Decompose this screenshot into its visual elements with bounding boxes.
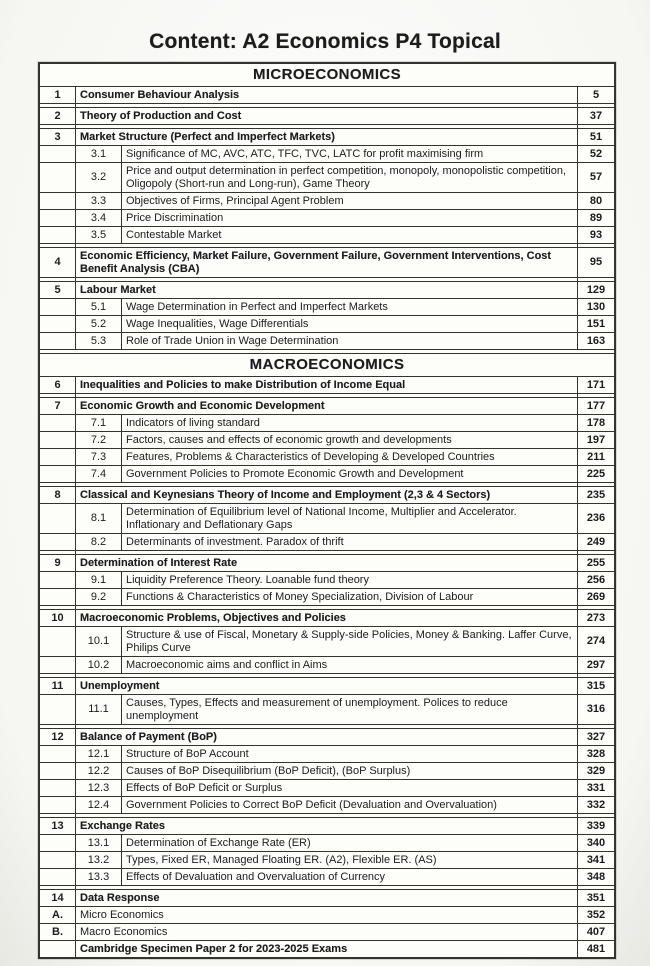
row-page: 273 [577,610,614,626]
toc-row [40,465,614,482]
toc-row [40,868,614,885]
row-title: Liquidity Preference Theory. Loanable fund theory [126,573,369,586]
spacer-row [40,550,614,554]
spacer-row [40,103,614,107]
row-subnumber: 13.2 [76,852,122,868]
spacer-row [40,673,614,677]
toc-row [40,533,614,550]
spacer-cell [577,483,614,486]
row-title: Micro Economics [80,908,164,921]
row-title: Causes, Types, Effects and measurement of unemployment. Polices to reduce unemployment [126,696,508,722]
spacer-cell [40,814,76,817]
row-page: 329 [577,763,614,779]
toc-row [40,762,614,779]
row-title: Price and output determination in perfect competition, monopoly, monopolistic competition, Oligopoly (Short-run and Long-run), Game Theory [126,164,567,190]
spacer-cell [76,394,577,397]
row-title: Structure & use of Fiscal, Monetary & Supply-side Policies, Money & Banking. Laffer Curve, Philips Curve [126,628,572,654]
row-number: 9 [40,555,76,571]
row-page: 93 [577,227,614,243]
toc-row [40,817,614,834]
row-page: 225 [577,466,614,482]
toc-row [40,571,614,588]
row-indent-cell [40,210,76,226]
toc-row [40,745,614,762]
row-number: A. [40,907,76,923]
toc-row [40,247,614,277]
row-number: 8 [40,487,76,503]
row-subnumber: 12.4 [76,797,122,813]
spacer-cell [40,725,76,728]
toc-row [40,448,614,465]
row-subnumber: 10.2 [76,657,122,673]
toc-row [40,503,614,533]
row-title: Labour Market [80,283,156,296]
row-page: 340 [577,835,614,851]
row-page: 255 [577,555,614,571]
row-number: B. [40,924,76,940]
row-indent-cell [40,835,76,851]
toc-row [40,226,614,243]
toc-row [40,486,614,503]
row-page: 163 [577,333,614,349]
row-page: 171 [577,377,614,393]
spacer-row [40,482,614,486]
row-page: 236 [577,504,614,533]
row-subnumber: 12.3 [76,780,122,796]
row-indent-cell [40,163,76,192]
spacer-row [40,277,614,281]
row-indent-cell [40,504,76,533]
toc-row [40,315,614,332]
row-page: 327 [577,729,614,745]
row-indent-cell [40,415,76,431]
toc-row [40,940,614,957]
row-subnumber: 8.1 [76,504,122,533]
row-page: 51 [577,129,614,145]
spacer-cell [76,104,577,107]
row-page: 177 [577,398,614,414]
row-page: 249 [577,534,614,550]
row-page: 351 [577,890,614,906]
row-title: Cambridge Specimen Paper 2 for 2023-2025 Exams [80,942,348,955]
row-page: 235 [577,487,614,503]
row-indent-cell [40,316,76,332]
row-indent-cell [40,466,76,482]
row-page: 80 [577,193,614,209]
toc-row [40,192,614,209]
row-page: 178 [577,415,614,431]
row-page: 348 [577,869,614,885]
row-page: 352 [577,907,614,923]
row-number: 2 [40,108,76,124]
row-title: Consumer Behaviour Analysis [80,88,240,101]
row-page: 269 [577,589,614,605]
row-indent-cell [40,780,76,796]
spacer-cell [577,278,614,281]
row-page: 316 [577,695,614,724]
section-header: MICROECONOMICS [252,66,402,83]
toc-row [40,86,614,103]
row-page: 37 [577,108,614,124]
row-subnumber: 13.1 [76,835,122,851]
row-page: 130 [577,299,614,315]
row-indent-cell [40,432,76,448]
spacer-cell [40,551,76,554]
row-indent-cell [40,869,76,885]
row-title: Wage Determination in Perfect and Imperfect Markets [126,300,388,313]
row-title: Objectives of Firms, Principal Agent Problem [126,194,344,207]
spacer-cell [76,551,577,554]
row-indent-cell [40,797,76,813]
row-indent-cell [40,449,76,465]
row-title: Inequalities and Policies to make Distribution of Income Equal [80,378,406,391]
spacer-cell [76,725,577,728]
row-indent-cell [40,763,76,779]
toc-row [40,376,614,393]
row-title: Macro Economics [80,925,168,938]
row-page: 332 [577,797,614,813]
spacer-cell [76,886,577,889]
row-title: Effects of BoP Deficit or Surplus [126,781,283,794]
row-indent-cell [40,695,76,724]
row-number [40,941,76,957]
toc-row [40,128,614,145]
row-title: Determination of Interest Rate [80,556,238,569]
row-title: Unemployment [80,679,160,692]
toc-row [40,779,614,796]
toc-row [40,298,614,315]
row-subnumber: 7.1 [76,415,122,431]
toc-row [40,851,614,868]
row-title: Price Discrimination [126,211,224,224]
spacer-row [40,813,614,817]
row-title: Market Structure (Perfect and Imperfect Markets) [80,130,335,143]
row-subnumber: 5.1 [76,299,122,315]
spacer-cell [40,104,76,107]
row-indent-cell [40,852,76,868]
row-page: 341 [577,852,614,868]
toc-row [40,281,614,298]
spacer-cell [577,725,614,728]
row-page: 197 [577,432,614,448]
toc-row [40,588,614,605]
row-page: 5 [577,87,614,103]
spacer-cell [577,125,614,128]
row-title: Functions & Characteristics of Money Specialization, Division of Labour [126,590,474,603]
spacer-row [40,724,614,728]
row-page: 211 [577,449,614,465]
toc-row [40,923,614,940]
spacer-cell [577,244,614,247]
toc-row [40,397,614,414]
row-subnumber: 7.2 [76,432,122,448]
spacer-cell [40,606,76,609]
row-subnumber: 5.2 [76,316,122,332]
row-page: 95 [577,248,614,277]
row-page: 129 [577,282,614,298]
spacer-row [40,605,614,609]
row-page: 481 [577,941,614,957]
row-number: 5 [40,282,76,298]
spacer-cell [577,394,614,397]
row-indent-cell [40,589,76,605]
row-indent-cell [40,146,76,162]
row-title: Macroeconomic aims and conflict in Aims [126,658,328,671]
row-title: Determination of Equilibrium level of National Income, Multiplier and Accelerator. Inflationary and Deflationary Gaps [126,505,517,531]
toc-row [40,145,614,162]
row-title: Significance of MC, AVC, ATC, TFC, TVC, LATC for profit maximising firm [126,147,484,160]
row-indent-cell [40,572,76,588]
row-title: Indicators of living standard [126,416,260,429]
spacer-cell [40,483,76,486]
row-number: 14 [40,890,76,906]
row-title: Wage Inequalities, Wage Differentials [126,317,309,330]
row-indent-cell [40,657,76,673]
row-indent-cell [40,534,76,550]
spacer-cell [76,278,577,281]
spacer-cell [40,125,76,128]
spacer-cell [577,674,614,677]
row-number: 4 [40,248,76,277]
row-indent-cell [40,746,76,762]
row-number: 10 [40,610,76,626]
row-title: Classical and Keynesians Theory of Income and Employment (2,3 & 4 Sectors) [80,488,491,501]
row-title: Economic Efficiency, Market Failure, Government Failure, Government Interventions, Cost Benefit Analysis (CBA) [80,249,552,275]
spacer-cell [40,244,76,247]
row-title: Government Policies to Promote Economic Growth and Development [126,467,464,480]
row-number: 6 [40,377,76,393]
spacer-cell [76,125,577,128]
spacer-cell [40,674,76,677]
section-header: MACROECONOMICS [40,353,614,376]
page-title: Content: A2 Economics P4 Topical [149,30,501,53]
toc-row [40,414,614,431]
toc-row [40,209,614,226]
spacer-cell [76,606,577,609]
row-title: Contestable Market [126,228,222,241]
row-page: 297 [577,657,614,673]
row-title: Balance of Payment (BoP) [80,730,217,743]
row-subnumber: 3.5 [76,227,122,243]
row-title: Types, Fixed ER, Managed Floating ER. (A2), Flexible ER. (AS) [126,853,437,866]
row-title: Causes of BoP Disequilibrium (BoP Deficit), (BoP Surplus) [126,764,411,777]
row-page: 331 [577,780,614,796]
spacer-row [40,124,614,128]
row-title: Theory of Production and Cost [80,109,242,122]
row-title: Features, Problems & Characteristics of Developing & Developed Countries [126,450,495,463]
toc-row [40,677,614,694]
row-page: 52 [577,146,614,162]
row-number: 7 [40,398,76,414]
row-page: 315 [577,678,614,694]
toc-row [40,834,614,851]
row-page: 274 [577,627,614,656]
row-subnumber: 3.1 [76,146,122,162]
toc-row [40,609,614,626]
row-number: 3 [40,129,76,145]
row-title: Role of Trade Union in Wage Determination [126,334,339,347]
row-page: 89 [577,210,614,226]
toc-row [40,554,614,571]
row-title: Determinants of investment. Paradox of thrift [126,535,344,548]
spacer-cell [40,278,76,281]
row-subnumber: 13.3 [76,869,122,885]
toc-row [40,162,614,192]
row-subnumber: 12.2 [76,763,122,779]
row-page: 407 [577,924,614,940]
spacer-cell [76,483,577,486]
row-subnumber: 12.1 [76,746,122,762]
spacer-row [40,393,614,397]
row-title: Government Policies to Correct BoP Deficit (Devaluation and Overvaluation) [126,798,497,811]
row-number: 12 [40,729,76,745]
spacer-cell [40,886,76,889]
spacer-cell [577,606,614,609]
toc-row [40,906,614,923]
toc-row [40,728,614,745]
row-page: 57 [577,163,614,192]
row-subnumber: 3.3 [76,193,122,209]
spacer-row [40,885,614,889]
row-number: 1 [40,87,76,103]
row-indent-cell [40,627,76,656]
spacer-cell [76,674,577,677]
row-page: 151 [577,316,614,332]
row-subnumber: 5.3 [76,333,122,349]
row-indent-cell [40,227,76,243]
spacer-row [40,243,614,247]
row-title: Factors, causes and effects of economic growth and developments [126,433,452,446]
row-page: 256 [577,572,614,588]
toc-row [40,656,614,673]
row-title: Determination of Exchange Rate (ER) [126,836,311,849]
row-title: Effects of Devaluation and Overvaluation of Currency [126,870,386,883]
toc-row [40,626,614,656]
toc-row [40,796,614,813]
row-subnumber: 9.1 [76,572,122,588]
row-subnumber: 3.4 [76,210,122,226]
spacer-cell [577,551,614,554]
toc-row [40,332,614,349]
toc-row [40,431,614,448]
spacer-cell [76,814,577,817]
row-subnumber: 11.1 [76,695,122,724]
row-subnumber: 7.4 [76,466,122,482]
spacer-cell [577,814,614,817]
row-title: Economic Growth and Economic Development [80,399,325,412]
row-subnumber: 9.2 [76,589,122,605]
row-page: 339 [577,818,614,834]
row-indent-cell [40,299,76,315]
toc-table [38,62,616,959]
row-page: 328 [577,746,614,762]
toc-row [40,889,614,906]
spacer-cell [76,244,577,247]
row-title: Exchange Rates [80,819,165,832]
row-indent-cell [40,333,76,349]
row-subnumber: 3.2 [76,163,122,192]
spacer-cell [577,104,614,107]
row-indent-cell [40,193,76,209]
row-subnumber: 7.3 [76,449,122,465]
row-subnumber: 10.1 [76,627,122,656]
row-number: 11 [40,678,76,694]
row-title: Data Response [80,891,160,904]
toc-row [40,694,614,724]
row-number: 13 [40,818,76,834]
spacer-cell [577,886,614,889]
toc-row [40,107,614,124]
row-title: Macroeconomic Problems, Objectives and Policies [80,611,346,624]
row-subnumber: 8.2 [76,534,122,550]
spacer-cell [40,394,76,397]
row-title: Structure of BoP Account [126,747,249,760]
